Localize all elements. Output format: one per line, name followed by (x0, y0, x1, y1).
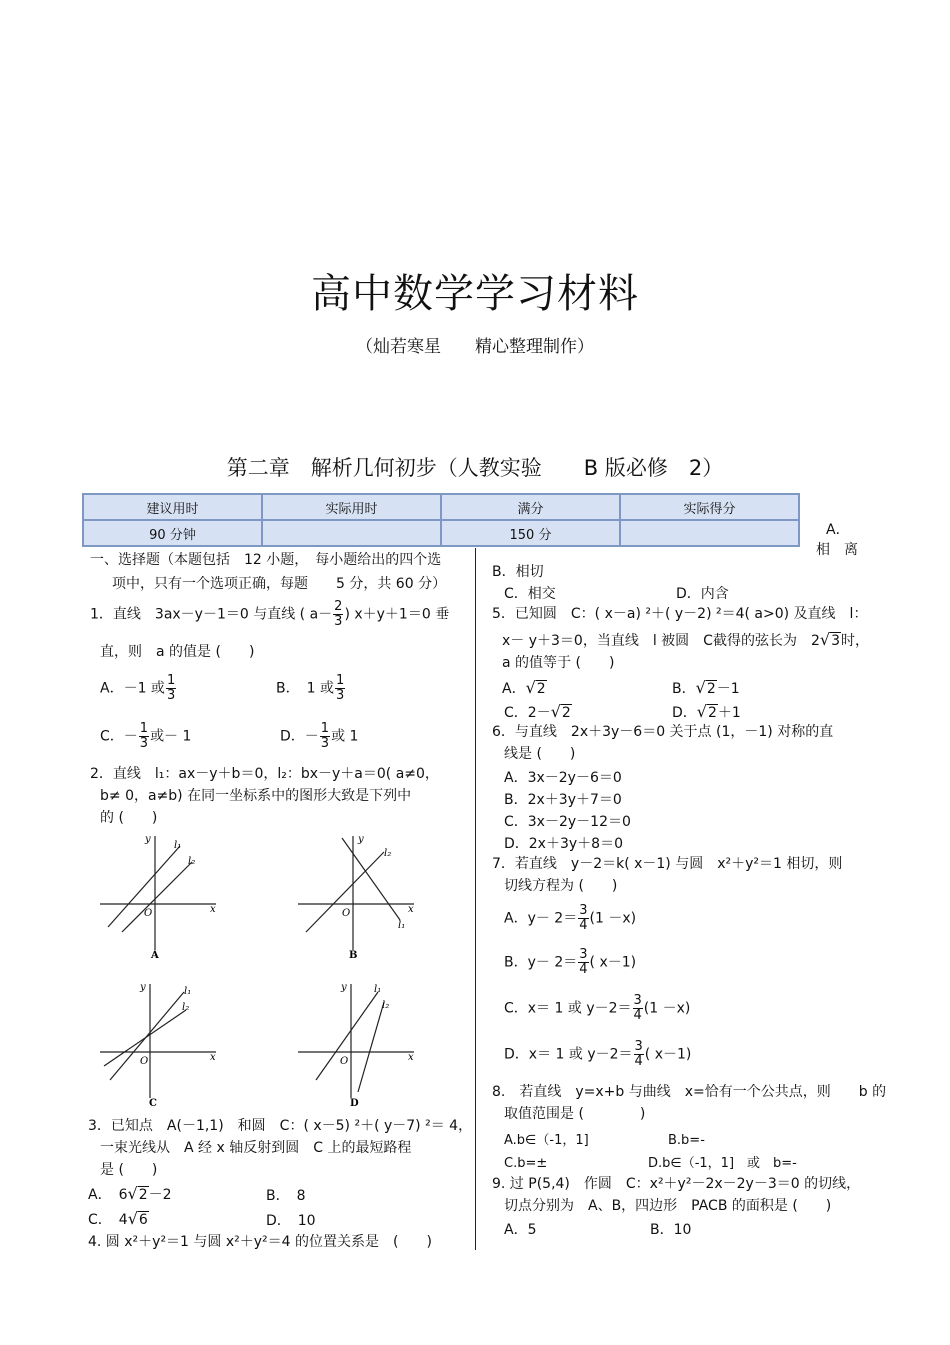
fraction: $\frac{3}{4}$ (579, 903, 588, 933)
column-divider (475, 548, 476, 1250)
q2-stem-line3: 的 ( ) (100, 810, 158, 826)
svg-text:x: x (408, 904, 414, 915)
q4-option-d: D．内含 (676, 586, 729, 602)
score-table-value-row (83, 520, 799, 546)
table-header-cell: 满分 (441, 494, 620, 520)
fraction: $\frac{1}{3}$ (320, 721, 330, 751)
svg-text:x: x (408, 1052, 414, 1063)
q8-option-a: A.b∈（-1，1] (504, 1133, 589, 1148)
q3-option-a: A． 6√2－2 (88, 1184, 172, 1203)
q5-stem-line1: 5．已知圆 C：( x－a) ²＋( y－2) ²＝4( a>0) 及直线 l： (492, 606, 868, 622)
q5-option-b: B．√2－1 (672, 678, 740, 697)
q5-stem-line3: a 的值等于 ( ) (502, 655, 615, 671)
fraction: $\frac{3}{4}$ (579, 947, 588, 977)
q1-option-b: B． 1 或 $\frac{1}{3}$ (276, 673, 345, 703)
q5-option-a: A．√2 (502, 678, 546, 697)
svg-text:y: y (140, 982, 146, 993)
svg-text:l₁: l₁ (374, 984, 382, 995)
svg-text:O: O (144, 908, 153, 919)
q5-option-c: C．2－√2 (504, 702, 571, 721)
q5-stem-line2: x－ y＋3＝0，当直线 l 被圆 C截得的弦长为 2√3时， (502, 630, 869, 649)
chapter-title: 第二章 解析几何初步（人教实验 B 版必修 2） (226, 456, 724, 480)
q3-option-b: B． 8 (266, 1188, 306, 1204)
q8-stem-line2: 取值范围是 ( ) (504, 1106, 646, 1122)
page-subtitle: （灿若寒星 精心整理制作） (356, 337, 594, 357)
q4-stem: 4. 圆 x²＋y²＝1 与圆 x²＋y²＝4 的位置关系是 ( ) (88, 1234, 432, 1250)
table-value-cell: 150 分 (441, 520, 620, 546)
q3-option-c: C． 4√6 (88, 1209, 148, 1228)
q5-option-d: D．√2＋1 (672, 702, 741, 721)
svg-text:y: y (341, 982, 347, 993)
q7-stem-line1: 7．若直线 y－2＝k( x－1) 与圆 x²＋y²＝1 相切，则 (492, 856, 843, 872)
q1-option-c: C．－ $\frac{1}{3}$ 或－ 1 (100, 721, 192, 751)
svg-text:l₁: l₁ (184, 986, 192, 997)
svg-text:O: O (140, 1056, 149, 1067)
table-header-cell: 实际用时 (262, 494, 441, 520)
q8-stem-line1: 8. 若直线 y=x+b 与曲线 x=恰有一个公共点，则 b 的 (492, 1084, 887, 1100)
q9-option-b: B．10 (650, 1222, 692, 1238)
q6-option-c: C．3x－2y－12＝0 (504, 814, 631, 830)
svg-text:y: y (145, 834, 151, 845)
section-heading-line1: 一、选择题（本题包括 12 小题， 每小题给出的四个选 (90, 552, 442, 568)
table-value-cell (262, 520, 441, 546)
q7-option-b: B．y－ 2＝ $\frac{3}{4}$ ( x－1) (504, 947, 637, 977)
q8-option-b: B.b=- (668, 1133, 705, 1148)
svg-text:l₂: l₂ (182, 1002, 190, 1013)
q3-stem-line2: 一束光线从 A 经 x 轴反射到圆 C 上的最短路程 (100, 1140, 412, 1156)
q4-option-b: B．相切 (492, 564, 544, 580)
q8-option-c: C.b=± (504, 1156, 548, 1171)
svg-text:l₂: l₂ (382, 1000, 390, 1011)
q1-stem-line2: 直，则 a 的值是 ( ) (100, 644, 255, 660)
q4-option-a-label: A． (826, 522, 850, 538)
fraction: $\frac{2}{3}$ (334, 599, 343, 629)
svg-text:O: O (342, 908, 351, 919)
graph-option-a (100, 832, 220, 966)
q3-stem-line1: 3．已知点 A(－1,1) 和圆 C：( x－5) ²＋( y－7) ²＝ 4， (88, 1118, 473, 1134)
q3-stem-line3: 是 ( ) (100, 1162, 158, 1178)
q6-option-b: B．2x＋3y＋7＝0 (504, 792, 622, 808)
table-header-cell: 实际得分 (620, 494, 799, 520)
q1-option-d: D．－ $\frac{1}{3}$ 或 1 (280, 721, 359, 751)
q9-option-a: A．5 (504, 1222, 537, 1238)
svg-text:O: O (340, 1056, 349, 1067)
q9-stem-line1: 9. 过 P(5,4) 作圆 C：x²＋y²－2x－2y－3＝0 的切线， (492, 1176, 861, 1192)
graph-option-d (298, 980, 418, 1114)
svg-text:l₂: l₂ (188, 856, 196, 867)
svg-text:l₂: l₂ (384, 848, 392, 859)
q6-stem-line1: 6．与直线 2x＋3y－6＝0 关于点 (1，－1) 对称的直 (492, 724, 834, 740)
table-value-cell: 90 分钟 (83, 520, 262, 546)
graph-option-b (298, 832, 418, 966)
q3-option-d: D． 10 (266, 1213, 316, 1229)
q7-option-a: A．y－ 2＝ $\frac{3}{4}$ (1 －x) (504, 903, 637, 933)
fraction: $\frac{1}{3}$ (335, 673, 345, 703)
svg-text:D: D (350, 1098, 359, 1109)
svg-text:B: B (349, 950, 358, 961)
q7-stem-line2: 切线方程为 ( ) (504, 878, 618, 894)
svg-text:x: x (210, 904, 216, 915)
fraction: $\frac{3}{4}$ (633, 993, 642, 1023)
q4-option-a-text: 相 离 (816, 542, 858, 558)
q6-option-d: D．2x＋3y＋8＝0 (504, 836, 623, 852)
q2-stem-line1: 2．直线 l₁：ax－y＋b＝0，l₂：bx－y＋a＝0( a≠0， (90, 766, 439, 782)
svg-text:A: A (151, 950, 159, 961)
table-value-cell (620, 520, 799, 546)
section-heading-line2: 项中，只有一个选项正确，每题 5 分，共 60 分） (112, 576, 447, 592)
q7-option-d: D．x＝ 1 或 y－2＝ $\frac{3}{4}$ ( x－1) (504, 1039, 692, 1069)
score-table-header-row (83, 494, 799, 520)
fraction: $\frac{3}{4}$ (634, 1039, 643, 1069)
q9-stem-line2: 切点分别为 A、B，四边形 PACB 的面积是 ( ) (504, 1198, 832, 1214)
table-header-cell: 建议用时 (83, 494, 262, 520)
q4-option-c: C．相交 (504, 586, 556, 602)
svg-text:C: C (149, 1098, 157, 1109)
q6-option-a: A．3x－2y－6＝0 (504, 770, 622, 786)
q7-option-c: C．x＝ 1 或 y－2＝ $\frac{3}{4}$ (1 －x) (504, 993, 691, 1023)
q1-option-a: A．－1 或 $\frac{1}{3}$ (100, 673, 176, 703)
q6-stem-line2: 线是 ( ) (504, 746, 576, 762)
score-table (82, 493, 800, 547)
q8-option-d: D.b∈（-1，1] 或 b=- (648, 1156, 797, 1171)
svg-text:x: x (210, 1052, 216, 1063)
fraction: $\frac{1}{3}$ (139, 721, 149, 751)
svg-text:y: y (358, 834, 364, 845)
page-title: 高中数学学习材料 (311, 271, 639, 317)
q1-stem-line1: 1．直线 3ax－y－1＝0 与直线 ( a－ $\frac{2}{3}$ ) x＋y＋1＝0 垂 (90, 599, 450, 629)
fraction: $\frac{1}{3}$ (166, 673, 176, 703)
svg-text:l₁: l₁ (174, 840, 182, 851)
svg-text:l₁: l₁ (398, 920, 406, 931)
q2-stem-line2: b≠ 0，a≠b) 在同一坐标系中的图形大致是下列中 (100, 788, 412, 804)
graph-option-c (100, 980, 220, 1114)
